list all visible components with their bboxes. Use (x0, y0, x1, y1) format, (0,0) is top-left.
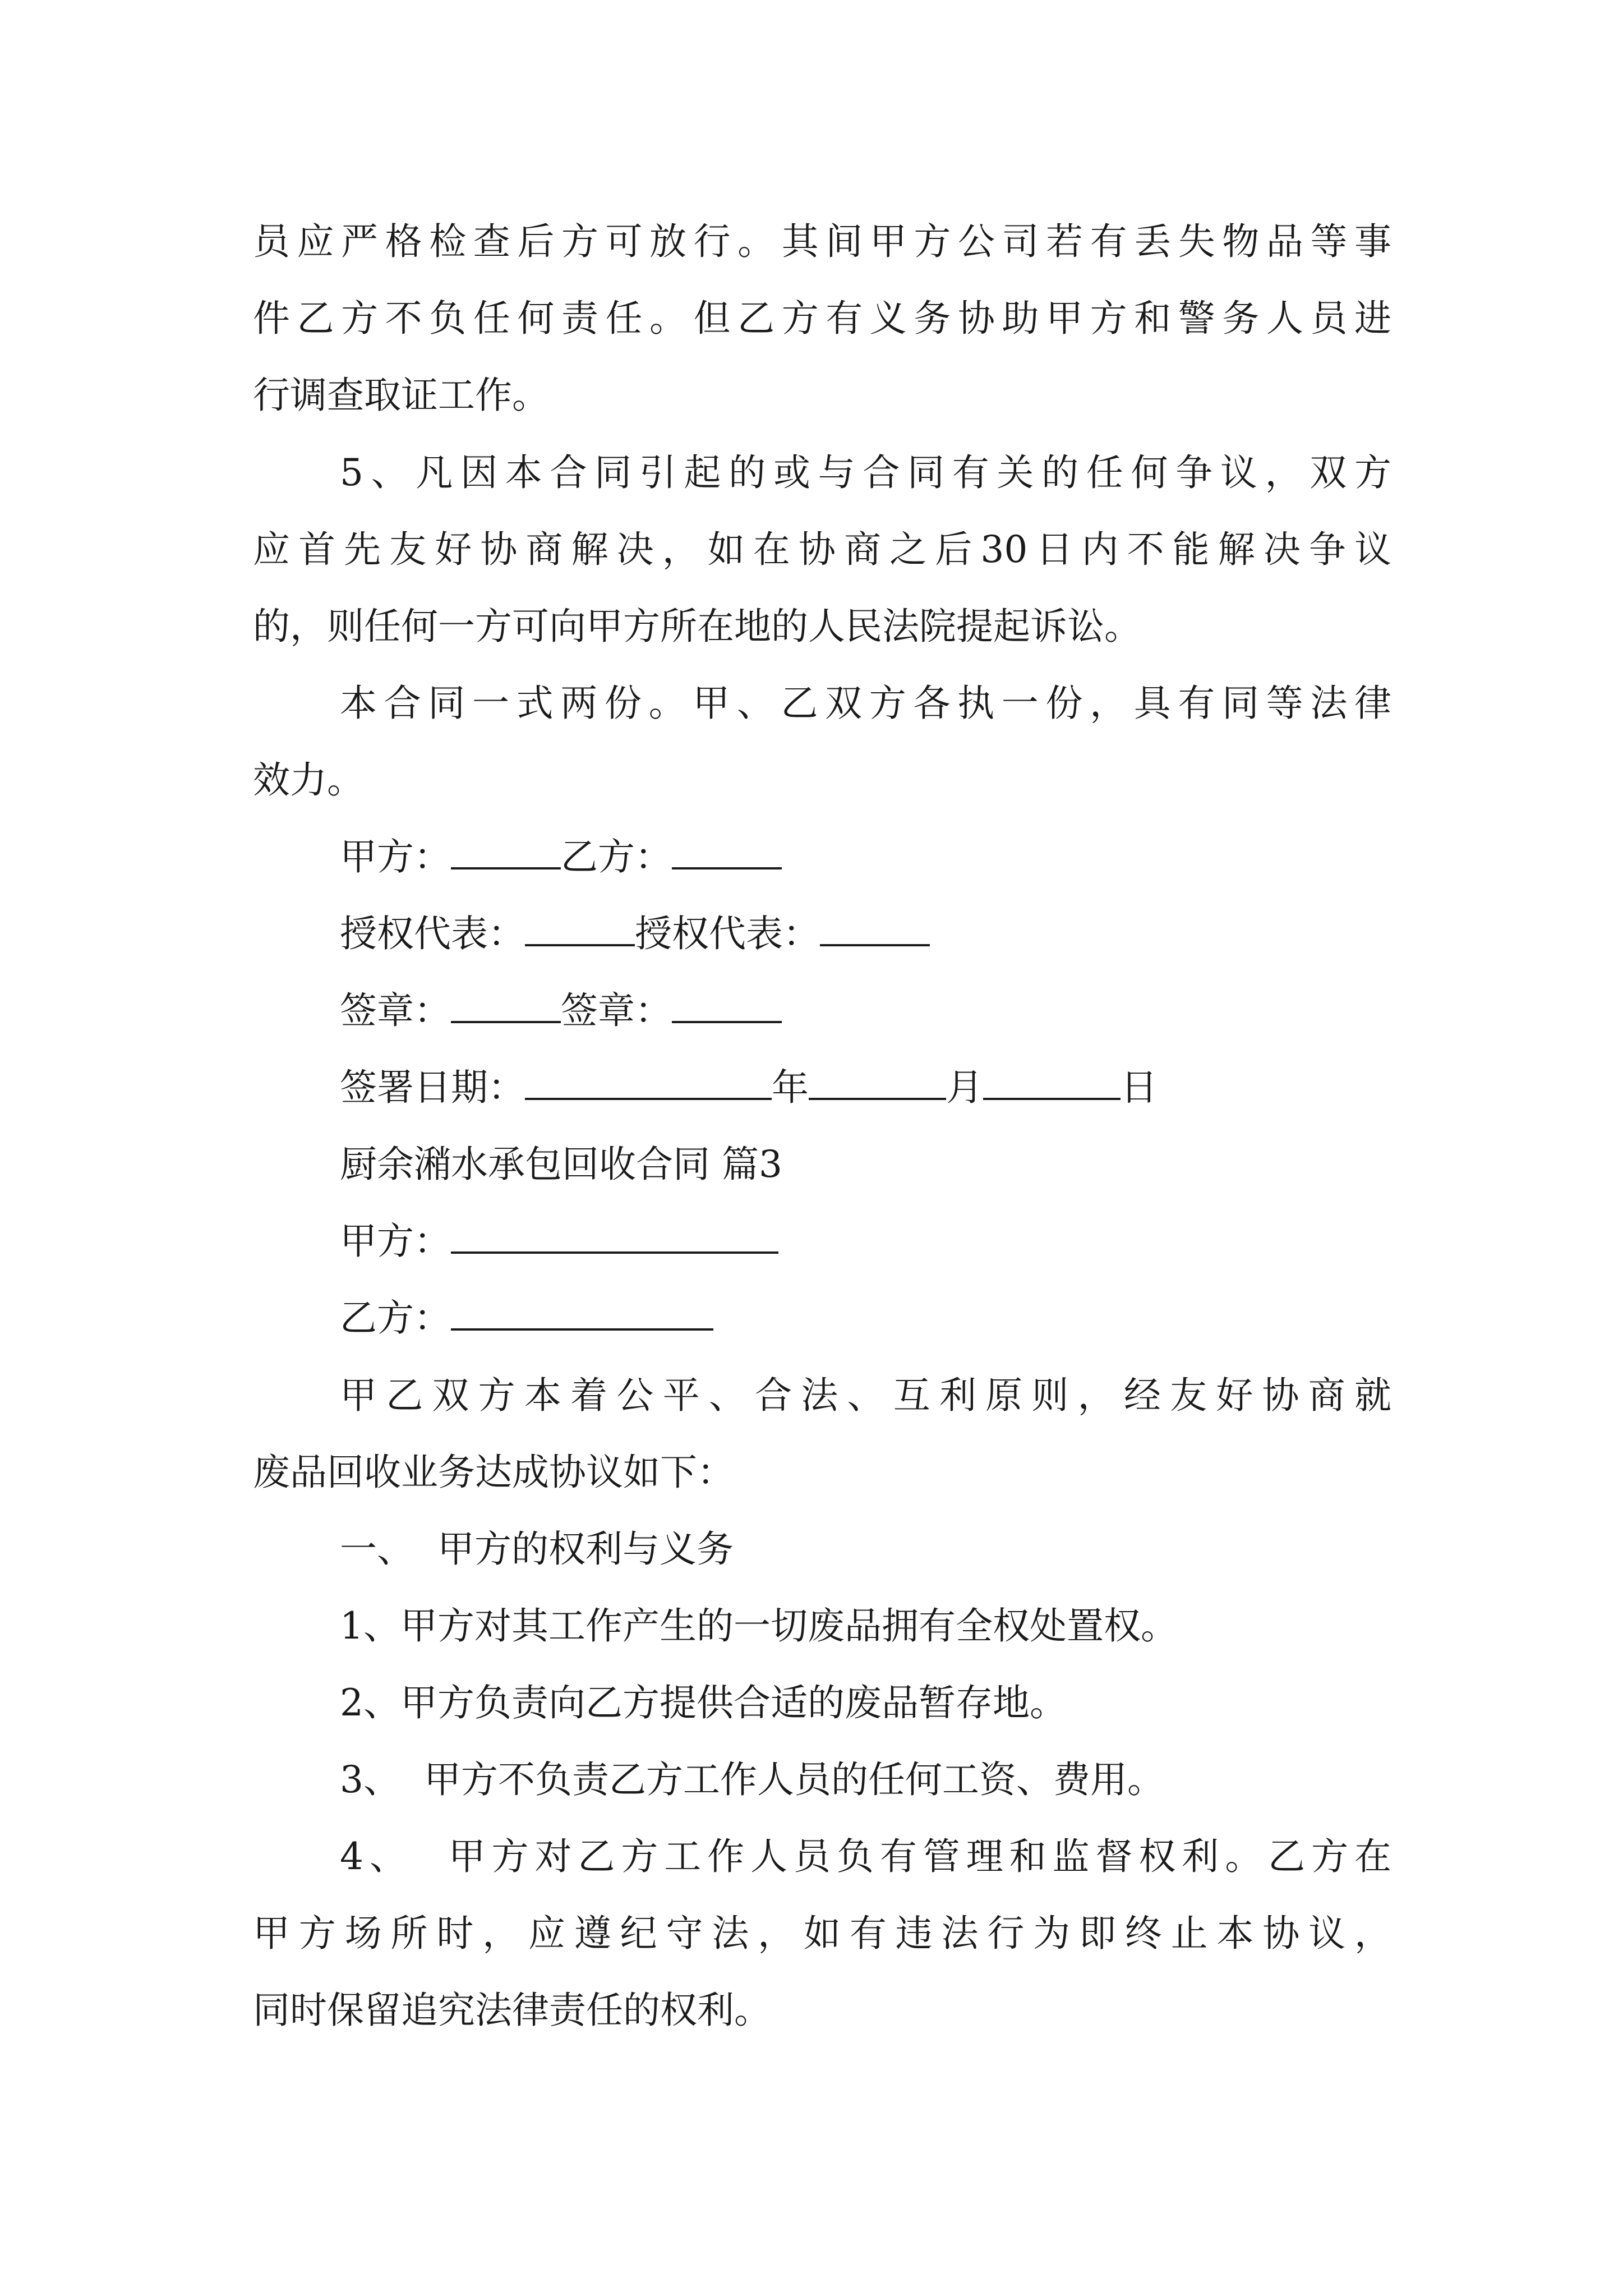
clause-line (340, 1604, 1178, 1648)
party-b-blank (672, 863, 782, 869)
heading-text: 一、 甲方的权利与义务 (340, 1527, 734, 1571)
party-a-blank (451, 1247, 778, 1254)
line-text: 废品回收业务达成协议如下： (253, 1451, 734, 1494)
year-label: 年 (772, 1066, 809, 1109)
line-text: 的，则任何一方可向甲方所在地的人民法院提起诉讼。 (253, 605, 1141, 648)
seal-b-blank (672, 1016, 782, 1023)
party-b-label: 乙方： (340, 1296, 451, 1340)
seal-b-label: 签章： (561, 989, 672, 1032)
line-text: 甲乙双方本着公平、合法、互利原则，经友好协商就 (340, 1374, 1391, 1417)
paragraph-line (253, 220, 1391, 263)
line-text: 行调查取证工作。 (253, 374, 549, 417)
paragraph-line (253, 1451, 734, 1494)
day-blank (983, 1093, 1121, 1100)
line-text: 1、甲方对其工作产生的一切废品拥有全权处置权。 (340, 1604, 1178, 1648)
day-label: 日 (1121, 1066, 1158, 1109)
line-text: 件乙方不负任何责任。但乙方有义务协助甲方和警务人员进 (253, 297, 1391, 340)
clause-line (253, 1989, 771, 2032)
line-text: 4、 甲方对乙方工作人员负有管理和监督权利。乙方在 (340, 1835, 1391, 1878)
seal-a-blank (451, 1016, 561, 1023)
line-text: 2、甲方负责向乙方提供合适的废品暂存地。 (340, 1681, 1067, 1724)
signature-parties (340, 835, 782, 878)
clause-line (253, 1912, 1391, 1955)
section-title-text: 厨余潲水承包回收合同 篇3 (340, 1143, 782, 1186)
month-blank (809, 1093, 946, 1100)
section-title (340, 1143, 782, 1186)
paragraph-line (340, 1374, 1391, 1417)
line-text: 效力。 (253, 758, 364, 802)
line-text: 本合同一式两份。甲、乙双方各执一份，具有同等法律 (340, 682, 1391, 725)
party-a-line (340, 1220, 778, 1263)
line-text: 3、 甲方不负责乙方工作人员的任何工资、费用。 (340, 1758, 1164, 1801)
paragraph-line (253, 528, 1391, 571)
party-b-line (340, 1296, 713, 1340)
rep-a-label: 授权代表： (340, 912, 525, 955)
clause-line (340, 1835, 1391, 1878)
paragraph-line (253, 605, 1141, 648)
paragraph-line (253, 758, 364, 802)
rep-b-blank (820, 940, 930, 946)
paragraph-line (340, 451, 1391, 494)
line-text: 同时保留追究法律责任的权利。 (253, 1989, 771, 2032)
clause-line (340, 1758, 1164, 1801)
clause-line (340, 1681, 1067, 1724)
rep-a-blank (525, 940, 635, 946)
year-blank (525, 1093, 772, 1100)
signature-seals (340, 989, 782, 1032)
party-a-label: 甲方： (340, 835, 451, 878)
signature-representatives (340, 912, 930, 955)
paragraph-line (253, 297, 1391, 340)
line-text: 员应严格检查后方可放行。其间甲方公司若有丢失物品等事 (253, 220, 1391, 263)
party-a-blank (451, 863, 561, 869)
paragraph-line (340, 682, 1391, 725)
month-label: 月 (946, 1066, 983, 1109)
line-text: 5、凡因本合同引起的或与合同有关的任何争议，双方 (340, 451, 1391, 494)
party-b-blank (451, 1324, 713, 1331)
party-b-label: 乙方： (561, 835, 672, 878)
section-heading (340, 1527, 734, 1571)
rep-b-label: 授权代表： (635, 912, 820, 955)
signature-date (340, 1066, 1158, 1109)
paragraph-line (253, 374, 549, 417)
party-a-label: 甲方： (340, 1220, 451, 1263)
line-text: 应首先友好协商解决，如在协商之后30日内不能解决争议 (253, 528, 1391, 571)
seal-a-label: 签章： (340, 989, 451, 1032)
line-text: 甲方场所时，应遵纪守法，如有违法行为即终止本协议， (253, 1912, 1391, 1955)
date-label: 签署日期： (340, 1066, 525, 1109)
